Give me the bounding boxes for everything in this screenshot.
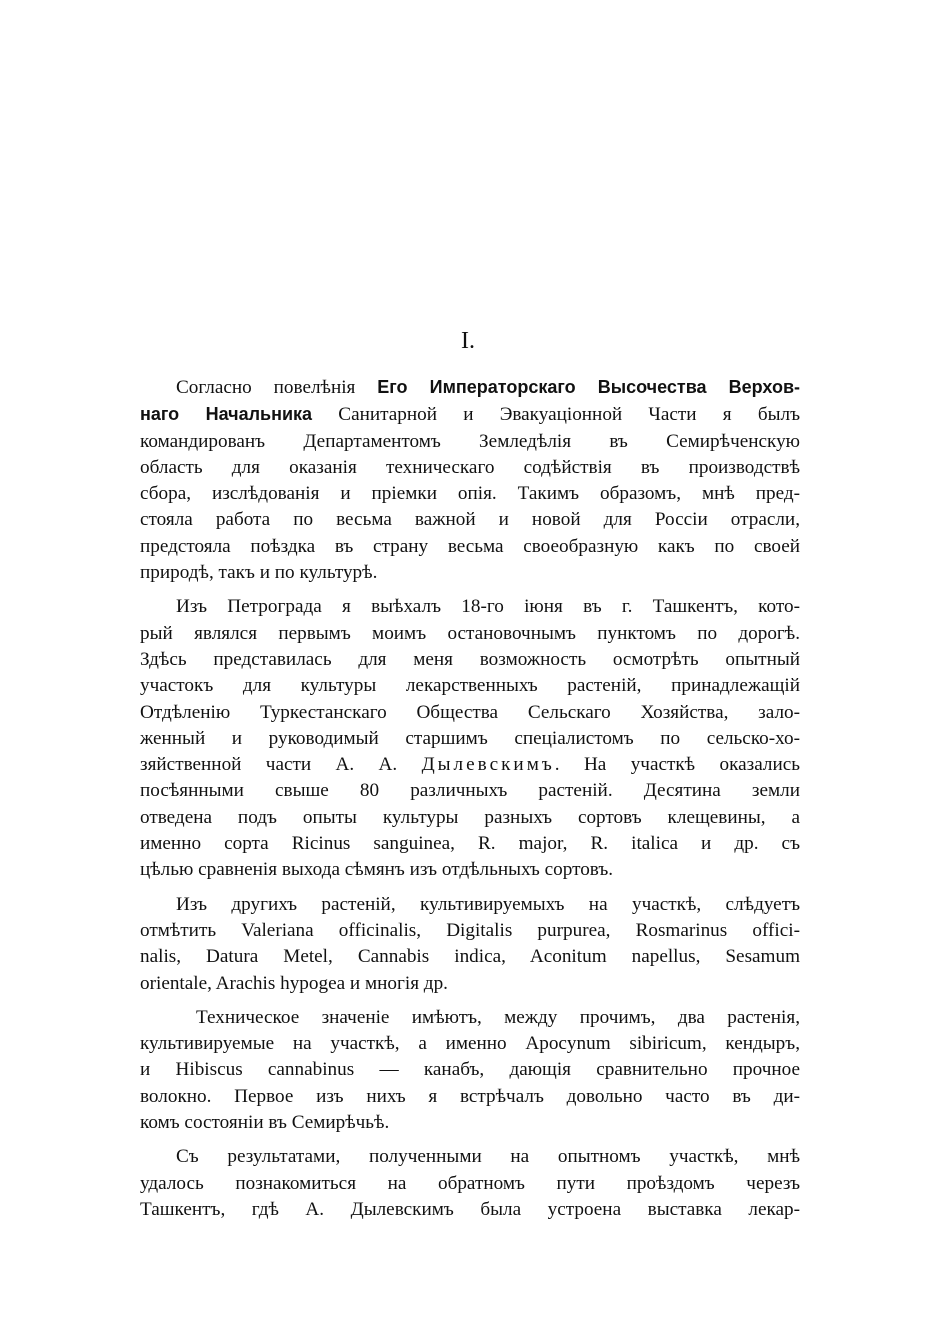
text-line: Здѣсь представилась для меня возможность осмотрѣть опытный: [140, 648, 800, 670]
text-line: Отдѣленію Туркестанскаго Общества Сельскаго Хозяйства, зало-: [140, 701, 800, 723]
text-line: культивируемые на участкѣ, а именно Apocynum sibiricum, кендыръ,: [140, 1033, 800, 1055]
text-line: Техническое значеніе имѣютъ, между прочимъ, два растенія,: [196, 1006, 800, 1028]
text-line: волокно. Первое изъ нихъ я встрѣчалъ довольно часто въ ди-: [140, 1085, 800, 1107]
text-line: nalis, Datura Metel, Cannabis indica, Aconitum napellus, Sesamum: [140, 946, 800, 968]
text-line: Согласно повелѣнія Его Императорскаго Высочества Верхов-: [176, 377, 801, 398]
text-line: наго Начальника Санитарной и Эвакуаціонной Части я былъ: [140, 404, 800, 426]
text-line: именно сорта Ricinus sanguinea, R. major, R. italica и др. съ: [140, 833, 800, 855]
text-line: сбора, изслѣдованія и пріемки опія. Такимъ образомъ, мнѣ пред-: [140, 483, 800, 505]
paragraph-5: [140, 1144, 800, 1223]
bold-title-text: наго Начальника: [140, 404, 313, 425]
text-line: Изъ другихъ растеній, культивируемыхъ на участкѣ, слѣдуетъ: [176, 893, 800, 915]
text-line: участокъ для культуры лекарственныхъ растеній, принадлежащій: [140, 675, 800, 697]
chapter-heading: I.: [461, 328, 475, 354]
body-text: [140, 374, 800, 1223]
text-line: рый являлся первымъ моимъ остановочнымъ пунктомъ по дорогѣ.: [140, 622, 800, 644]
text-line: область для оказанія техническаго содѣйствія въ производствѣ: [140, 456, 800, 478]
text-line: предстояла поѣздка въ страну весьма своеобразную какъ по своей: [140, 535, 800, 557]
text-line: Съ результатами, полученными на опытномъ участкѣ, мнѣ: [176, 1146, 800, 1168]
paragraph-1: [140, 374, 800, 586]
text-line: стояла работа по весьма важной и новой для Россіи отрасли,: [140, 509, 800, 531]
text-line: orientale, Arachis hypogea и многія др.: [140, 972, 448, 994]
paragraph-2: [140, 594, 800, 883]
text-line: отмѣтить Valeriana officinalis, Digitalis purpurea, Rosmarinus offici-: [140, 919, 800, 941]
text-line: цѣлью сравненія выхода сѣмянъ изъ отдѣльныхъ сортовъ.: [140, 859, 614, 881]
text-line: и Hibiscus cannabinus — канабъ, дающія сравнительно прочное: [140, 1059, 800, 1081]
text-line: комъ состояніи въ Семирѣчьѣ.: [140, 1112, 390, 1134]
text-line: отведена подъ опыты культуры разныхъ сортовъ клещевины, а: [140, 806, 800, 828]
bold-title-text: Его Императорскаго Высочества Верхов-: [377, 377, 801, 397]
text-line: зяйственной части А. А. Дылевскимъ. На участкѣ оказались: [140, 754, 800, 776]
text-line: командированъ Департаментомъ Земледѣлія въ Семирѣченскую: [140, 430, 800, 452]
text-line: удалось познакомиться на обратномъ пути проѣздомъ черезъ: [140, 1172, 800, 1194]
text-line: Изъ Петрограда я выѣхалъ 18-го іюня въ г. Ташкентъ, кото-: [176, 596, 800, 618]
spaced-name-text: Дылевскимъ: [421, 754, 555, 776]
text-line: женный и руководимый старшимъ спеціалистомъ по сельско-хо-: [140, 727, 800, 749]
text-line: Ташкентъ, гдѣ А. Дылевскимъ была устроена выставка лекар-: [140, 1198, 800, 1220]
text-line: природѣ, такъ и по культурѣ.: [140, 562, 378, 584]
paragraph-4: [140, 1005, 800, 1136]
paragraph-3: [140, 892, 800, 997]
text-line: посѣянными свыше 80 различныхъ растеній. Десятина земли: [140, 780, 800, 802]
